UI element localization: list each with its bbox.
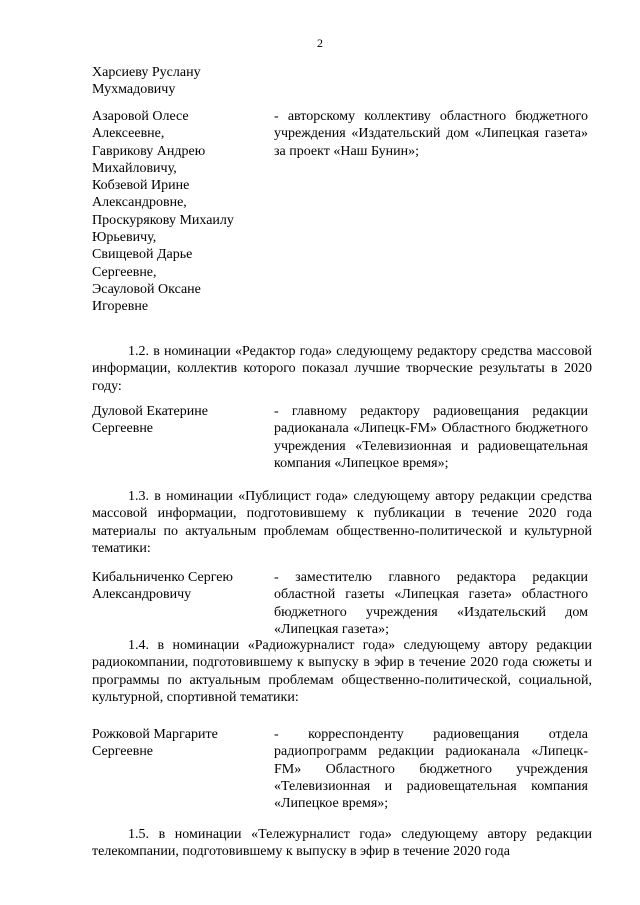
name-line: Сергеевне, bbox=[92, 264, 157, 280]
name-line: Кобзевой Ирине bbox=[92, 178, 190, 194]
name-line: Сергеевне bbox=[92, 421, 154, 437]
name-line: Александровичу bbox=[92, 587, 192, 603]
name-line: Рожковой Маргарите bbox=[92, 727, 218, 742]
recipient-description: - авторскому коллективу областного бюджетного учреждения «Издательский дом «Липецкая газета» за проект «Наш Бунин»; bbox=[274, 109, 588, 159]
name-line: Дуловой Екатерине bbox=[92, 404, 208, 419]
name-line: Харсиеву Руслану bbox=[92, 65, 201, 80]
name-line: Михайловичу, bbox=[92, 160, 177, 176]
name-line: Проскурякову Михаилу bbox=[92, 212, 234, 228]
recipient-names bbox=[92, 108, 272, 316]
recipient-description: - заместителю главного редактора редакции областной газеты «Липецкая газета» областного бюджетного учреждения «Издательский дом «Липецкая газета»; bbox=[274, 570, 588, 637]
name-line: Азаровой Олесе bbox=[92, 109, 189, 124]
name-line: Мухмадовичу bbox=[92, 82, 176, 98]
name-line: Эсауловой Оксане bbox=[92, 281, 201, 297]
name-line: Гаврикову Андрею bbox=[92, 143, 206, 159]
name-line: Свищевой Дарье bbox=[92, 247, 193, 263]
recipient-description: - корреспонденту радиовещания отдела радиопрограмм редакции радиоканала «Липецк-FM» Областного бюджетного учреждения «Телевизионная и радиовещательная компания «Липецкое время»; bbox=[274, 727, 588, 812]
recipient-name bbox=[92, 64, 272, 99]
name-line: Алексеевне, bbox=[92, 126, 165, 142]
name-line: Сергеевне bbox=[92, 744, 154, 760]
page-number: 2 bbox=[317, 36, 323, 50]
nomination-paragraph: 1.5. в номинации «Тележурналист года» следующему автору редакции телекомпании, подготовившему к выпуску в эфир в течение 2020 года bbox=[92, 827, 592, 860]
nomination-paragraph: 1.2. в номинации «Редактор года» следующему редактору средства массовой информации, коллектив которого показал лучшие творческие результаты в 2020 году: bbox=[92, 344, 592, 394]
name-line: Игоревне bbox=[92, 299, 149, 315]
nomination-paragraph: 1.4. в номинации «Радиожурналист года» следующему автору редакции радиокомпании, подготовившему к выпуску в эфир в течение 2020 года сюжеты и программы по актуальным проблемам общественно-политической, социальной, культурной, спортивной тематики: bbox=[92, 638, 592, 705]
recipient-name bbox=[92, 403, 272, 438]
name-line: Юрьевичу, bbox=[92, 230, 157, 246]
nomination-paragraph: 1.3. в номинации «Публицист года» следующему автору редакции средства массовой информации, подготовившему к публикации в течение 2020 года материалы по актуальным проблемам общественно-политической и культурной тематики: bbox=[92, 489, 592, 556]
recipient-name bbox=[92, 726, 272, 761]
recipient-name bbox=[92, 569, 272, 604]
name-line: Кибальниченко Сергею bbox=[92, 570, 233, 585]
recipient-description: - главному редактору радиовещания редакции радиоканала «Липецк-FM» Областного бюджетного учреждения «Телевизионная и радиовещательная компания «Липецкое время»; bbox=[274, 404, 588, 471]
name-line: Александровне, bbox=[92, 195, 187, 211]
